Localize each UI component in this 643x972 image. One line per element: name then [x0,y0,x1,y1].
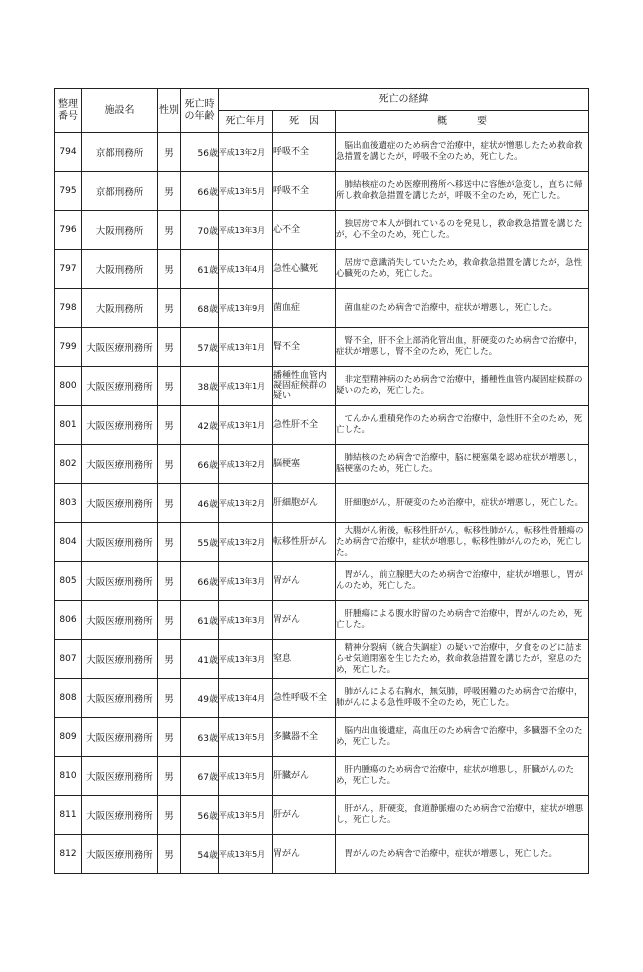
death-date: 平成13年2月 [219,523,273,562]
facility-name: 大阪医療刑務所 [82,367,158,406]
table-row [55,835,589,874]
cause-of-death: 腎不全 [273,328,336,367]
facility-name: 大阪医療刑務所 [82,406,158,445]
table-row [55,250,589,289]
death-date: 平成13年1月 [219,328,273,367]
table-row [55,289,589,328]
table-row [55,757,589,796]
summary: 脳出血後遺症のため病舎で治療中，症状が憎悪したため救命救急措置を講じたが，呼吸不全のため，死亡した。 [336,133,589,172]
cause-of-death: 肝臓がん [273,757,336,796]
record-id: 802 [55,445,82,484]
cause-of-death: 急性肝不全 [273,406,336,445]
summary: 肺結核症のため医療刑務所へ移送中に容態が急変し，直ちに帰所し救命救急措置を講じたが，呼吸不全のため，死亡した。 [336,172,589,211]
record-id: 796 [55,211,82,250]
death-date: 平成13年3月 [219,211,273,250]
sex: 男 [158,367,181,406]
table-row [55,523,589,562]
cause-of-death: 菌血症 [273,289,336,328]
death-date: 平成13年1月 [219,367,273,406]
death-date: 平成13年5月 [219,757,273,796]
table-row [55,640,589,679]
cause-of-death: 呼吸不全 [273,172,336,211]
death-date: 平成13年2月 [219,133,273,172]
record-id: 811 [55,796,82,835]
header-summary: 概 要 [336,111,589,133]
header-sex: 性別 [158,89,181,133]
summary: 肺がんによる右胸水，無気肺，呼吸困難のため病舎で治療中，肺がんによる急性呼吸不全のため，死亡した。 [336,679,589,718]
age-at-death: 68歳 [181,289,219,328]
death-date: 平成13年5月 [219,172,273,211]
cause-of-death: 胃がん [273,601,336,640]
header-cause: 死 因 [273,111,336,133]
summary: 菌血症のため病舎で治療中，症状が増悪し，死亡した。 [336,289,589,328]
record-id: 801 [55,406,82,445]
summary: 大腸がん術後，転移性肝がん，転移性肺がん，転移性骨腫瘍のため病舎で治療中，症状が増悪し，転移性肺がんのため，死亡した。 [336,523,589,562]
age-at-death: 54歳 [181,835,219,874]
cause-of-death: 脳梗塞 [273,445,336,484]
summary: 胃がんのため病舎で治療中，症状が増悪し，死亡した。 [336,835,589,874]
sex: 男 [158,406,181,445]
facility-name: 大阪医療刑務所 [82,718,158,757]
record-id: 804 [55,523,82,562]
facility-name: 大阪医療刑務所 [82,484,158,523]
table-row [55,367,589,406]
facility-name: 大阪医療刑務所 [82,523,158,562]
facility-name: 大阪医療刑務所 [82,757,158,796]
sex: 男 [158,757,181,796]
table-row [55,718,589,757]
facility-name: 京都刑務所 [82,133,158,172]
age-at-death: 66歳 [181,445,219,484]
sex: 男 [158,679,181,718]
record-id: 798 [55,289,82,328]
death-date: 平成13年2月 [219,484,273,523]
cause-of-death: 多臓器不全 [273,718,336,757]
record-id: 803 [55,484,82,523]
facility-name: 大阪医療刑務所 [82,835,158,874]
summary: 肝腫瘍による腹水貯留のため病舎で治療中，胃がんのため，死亡した。 [336,601,589,640]
age-at-death: 56歳 [181,796,219,835]
cause-of-death: 播種性血管内 凝固症候群の 疑い [273,367,336,406]
record-id: 809 [55,718,82,757]
age-at-death: 55歳 [181,523,219,562]
record-id: 794 [55,133,82,172]
sex: 男 [158,640,181,679]
death-date: 平成13年4月 [219,679,273,718]
cause-of-death: 転移性肝がん [273,523,336,562]
cause-of-death: 胃がん [273,835,336,874]
age-at-death: 38歳 [181,367,219,406]
table-row [55,679,589,718]
header-id: 整理 番号 [55,89,82,133]
age-at-death: 56歳 [181,133,219,172]
sex: 男 [158,484,181,523]
facility-name: 大阪医療刑務所 [82,445,158,484]
cause-of-death: 心不全 [273,211,336,250]
table-row [55,406,589,445]
facility-name: 大阪医療刑務所 [82,562,158,601]
sex: 男 [158,718,181,757]
summary: 肝細胞がん，肝硬変のため治療中，症状が増悪し，死亡した。 [336,484,589,523]
age-at-death: 61歳 [181,601,219,640]
death-date: 平成13年1月 [219,406,273,445]
sex: 男 [158,796,181,835]
facility-name: 大阪刑務所 [82,211,158,250]
death-date: 平成13年3月 [219,601,273,640]
age-at-death: 66歳 [181,562,219,601]
record-id: 805 [55,562,82,601]
summary: 肝内腫瘍のため病舎で治療中，症状が増悪し，肝臓がんのため，死亡した。 [336,757,589,796]
sex: 男 [158,445,181,484]
facility-name: 大阪刑務所 [82,250,158,289]
sex: 男 [158,523,181,562]
death-records-table [54,88,589,874]
age-at-death: 42歳 [181,406,219,445]
cause-of-death: 胃がん [273,562,336,601]
facility-name: 大阪医療刑務所 [82,328,158,367]
summary: 脳内出血後遺症，高血圧のため病舎で治療中，多臓器不全のため，死亡した。 [336,718,589,757]
cause-of-death: 窒息 [273,640,336,679]
cause-of-death: 肝がん [273,796,336,835]
death-date: 平成13年3月 [219,640,273,679]
death-date: 平成13年5月 [219,835,273,874]
sex: 男 [158,172,181,211]
record-id: 800 [55,367,82,406]
age-at-death: 49歳 [181,679,219,718]
summary: てんかん重積発作のため病舎で治療中，急性肝不全のため，死亡した。 [336,406,589,445]
death-date: 平成13年4月 [219,250,273,289]
age-at-death: 66歳 [181,172,219,211]
table-row [55,172,589,211]
header-circumstances: 死亡の経緯 [219,89,589,111]
summary: 精神分裂病（統合失調症）の疑いで治療中，夕食をのどに詰まらせ気道閉塞を生じたため，救命救急措置を講じたが，窒息のため，死亡した。 [336,640,589,679]
table-row [55,133,589,172]
table-row [55,601,589,640]
sex: 男 [158,133,181,172]
record-id: 795 [55,172,82,211]
record-id: 797 [55,250,82,289]
sex: 男 [158,211,181,250]
summary: 独居房で本人が倒れているのを発見し，救命救急措置を講じたが，心不全のため，死亡した。 [336,211,589,250]
facility-name: 大阪医療刑務所 [82,796,158,835]
summary: 肺結核のため病舎で治療中，脳に梗塞巣を認め症状が増悪し，脳梗塞のため，死亡した。 [336,445,589,484]
death-date: 平成13年3月 [219,562,273,601]
record-id: 810 [55,757,82,796]
age-at-death: 57歳 [181,328,219,367]
summary: 居房で意識消失していたため，救命救急措置を講じたが，急性心臓死のため，死亡した。 [336,250,589,289]
table-row [55,445,589,484]
table-row [55,484,589,523]
facility-name: 大阪医療刑務所 [82,601,158,640]
record-id: 808 [55,679,82,718]
summary: 胃がん，前立腺肥大のため病舎で治療中，症状が増悪し，胃がんのため，死亡した。 [336,562,589,601]
age-at-death: 70歳 [181,211,219,250]
summary: 肝がん，肝硬変，食道静脈瘤のため病舎で治療中，症状が増悪し，死亡した。 [336,796,589,835]
sex: 男 [158,328,181,367]
facility-name: 大阪医療刑務所 [82,640,158,679]
cause-of-death: 急性呼吸不全 [273,679,336,718]
age-at-death: 63歳 [181,718,219,757]
facility-name: 大阪刑務所 [82,289,158,328]
cause-of-death: 呼吸不全 [273,133,336,172]
table-row [55,211,589,250]
sex: 男 [158,601,181,640]
death-date: 平成13年5月 [219,796,273,835]
cause-of-death: 肝細胞がん [273,484,336,523]
facility-name: 京都刑務所 [82,172,158,211]
record-id: 799 [55,328,82,367]
summary: 腎不全，肝不全上部消化管出血，肝硬変のため病舎で治療中，症状が増悪し，腎不全のため，死亡した。 [336,328,589,367]
sex: 男 [158,250,181,289]
sex: 男 [158,562,181,601]
sex: 男 [158,835,181,874]
record-id: 806 [55,601,82,640]
table-row [55,328,589,367]
facility-name: 大阪医療刑務所 [82,679,158,718]
record-id: 807 [55,640,82,679]
table-row [55,796,589,835]
cause-of-death: 急性心臓死 [273,250,336,289]
table-row [55,562,589,601]
death-date: 平成13年9月 [219,289,273,328]
age-at-death: 41歳 [181,640,219,679]
death-date: 平成13年5月 [219,718,273,757]
header-age: 死亡時 の年齢 [181,89,219,133]
death-date: 平成13年2月 [219,445,273,484]
summary: 非定型精神病のため病舎で治療中，播種性血管内凝固症候群の疑いのため，死亡した。 [336,367,589,406]
record-id: 812 [55,835,82,874]
sex: 男 [158,289,181,328]
header-facility: 施設名 [82,89,158,133]
age-at-death: 67歳 [181,757,219,796]
age-at-death: 61歳 [181,250,219,289]
header-date: 死亡年月 [219,111,273,133]
age-at-death: 46歳 [181,484,219,523]
